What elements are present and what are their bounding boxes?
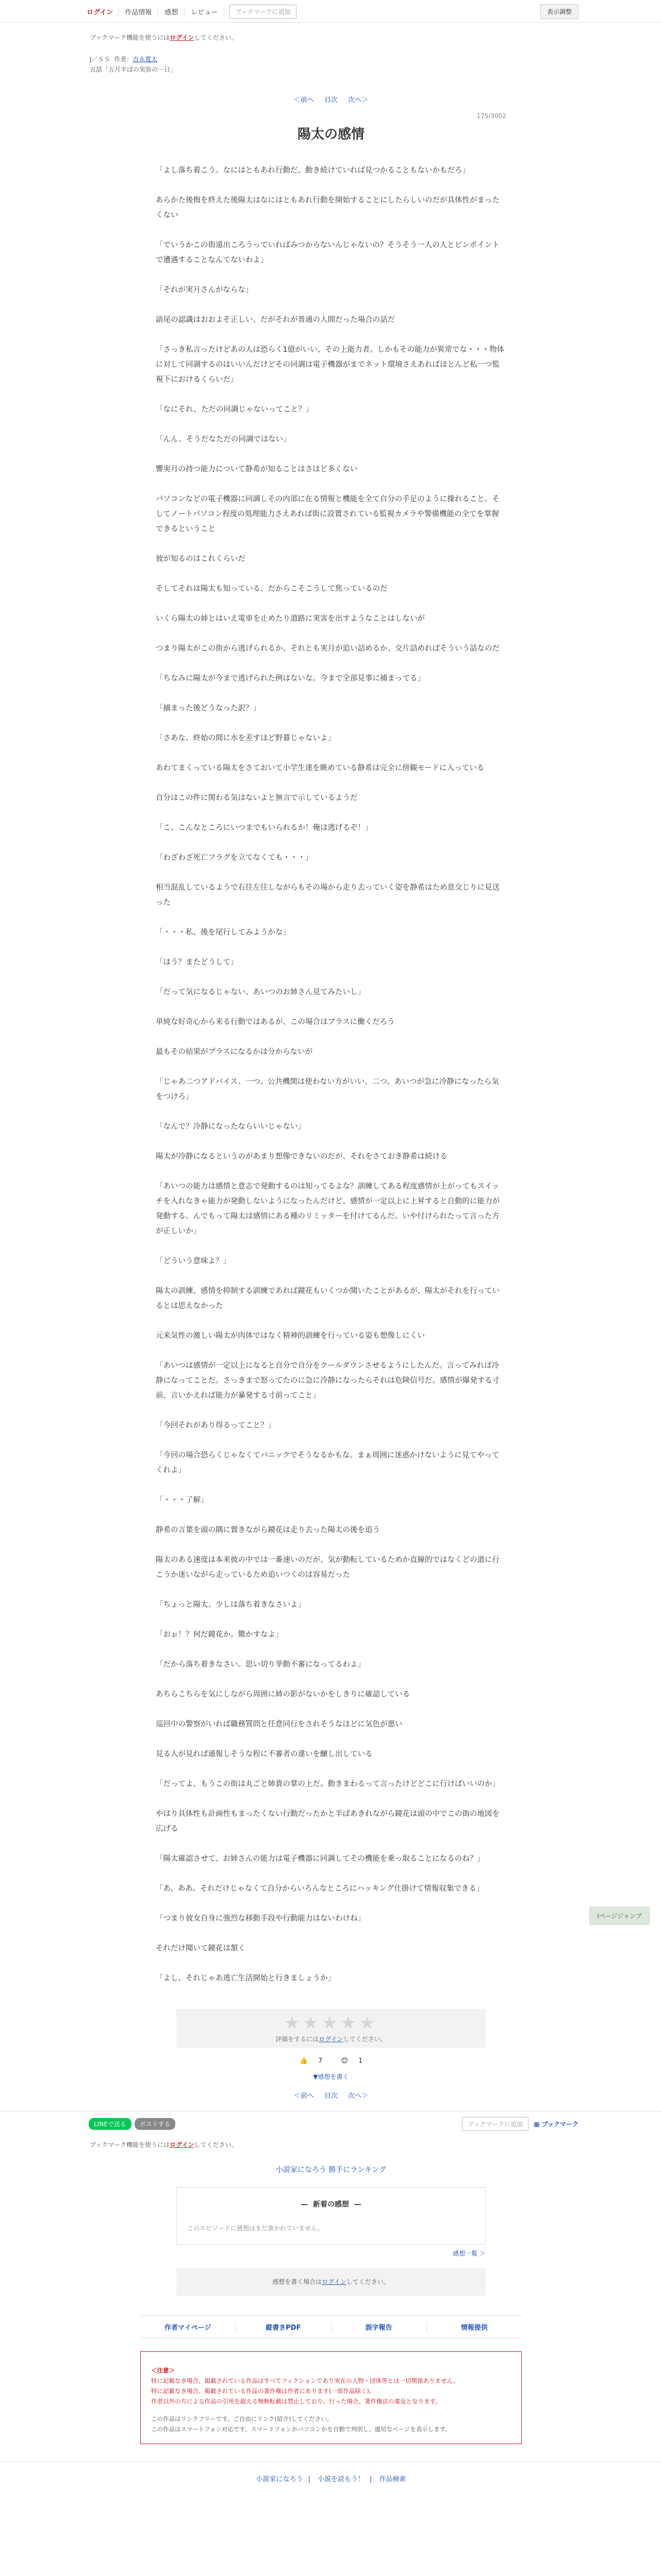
paragraph: 「ちょっと陽太、少しは落ち着きなさいよ」 xyxy=(156,1601,305,1609)
paragraph: いくら陽太の姉とはいえ電車を止めたり道路に実害を出すようなことはしないが xyxy=(156,615,425,623)
paragraph: 「あいつの能力は感情と意志で発動するのは知ってるよな？訓練してある程度感情が上がってもスイッチを入れなきゃ能力が発動しないようになったんだけど、感情が一定以上に上昇すると自動的に能力が発動する。んでもって陽太は感情にある種のリミッターを付けてるんだ。いや付けられたって言った方が正しいか」 xyxy=(156,1182,500,1235)
paragraph: 「今回それがあり得るってこと？」 xyxy=(156,1421,275,1430)
write-box-text-after: してください。 xyxy=(346,2278,390,2285)
bookmark-note-bottom xyxy=(84,2140,578,2149)
paragraph: 相当混乱しているようで右往左往しながらもその場から走り去っていく姿を静希はため息交じりに見送った xyxy=(156,884,500,907)
episode-content xyxy=(156,112,506,1986)
paragraph: あちらこちらを気にしながら周囲に姉の影がないかをしきりに確認している xyxy=(156,1690,410,1699)
episode-title: 陽太の感情 xyxy=(297,127,365,142)
notice-line: 特に記載なき場合、掲載されている作品の著作権は作者にあります(一部作品除く)。 xyxy=(151,2387,375,2395)
pager-bottom xyxy=(0,2090,662,2100)
bookmark-note-text-after: してください。 xyxy=(194,34,238,41)
paragraph: 「さあな、終始の間に水を差すほど野暮じゃないよ」 xyxy=(156,734,335,742)
latest-reviews-box xyxy=(176,2187,486,2245)
notice-label: ＜注意＞ xyxy=(151,2367,175,2374)
notice-line: この作品はスマートフォン対応です。スマートフォンかパソコンかを自動で判別し、適切なページを表示します。 xyxy=(151,2426,451,2433)
paragraph: 「だってよ、もうこの街は丸ごと姉貴の掌の上だ。動きまわるって言ったけどどこに行けばいいのか」 xyxy=(156,1780,500,1788)
toc-link-bottom[interactable]: 目次 xyxy=(324,2092,338,2100)
paragraph: 響実月の持つ能力について静希が知ることはさほど多くない xyxy=(156,465,358,473)
all-reviews-link[interactable]: 感想一覧 ＞ xyxy=(453,2250,486,2257)
paragraph: 静希の言葉を頭の隅に置きながら鏡花は走り去った陽太の後を追う xyxy=(156,1526,380,1534)
episode-body xyxy=(156,163,506,1986)
paragraph: 「あ、ああ。それだけじゃなくて自分からいろんなところにハッキング仕掛けて情報収集できる」 xyxy=(156,1885,484,1893)
nav-work-info[interactable]: 作品情報 xyxy=(119,7,158,16)
top-bar xyxy=(0,0,662,23)
page-number: 175/3002 xyxy=(476,112,506,120)
paragraph: 陽太のある速度は本来彼の中では一番速いのだが、気が動転しているためか直線的ではなくどの道に行こうか迷いながら走っているため追いつくのは容易だった xyxy=(156,1556,500,1579)
paragraph: 「それが実月さんがならな」 xyxy=(156,286,253,294)
paragraph: 彼が知るのはこれくらいだ xyxy=(156,555,245,563)
smile-icon: 😊 xyxy=(341,2057,348,2065)
paragraph: 「陽太確認させて、お姉さんの能力は電子機器に同調してその機能を乗っ取ることになるのね？」 xyxy=(156,1855,485,1863)
author-mypage-link[interactable]: 作者マイページ xyxy=(140,2322,236,2332)
paragraph: あわてまくっている陽太をさておいて小学生達を眺めている静希は完全に傍観モードに入っている xyxy=(156,764,485,772)
author-label: 作者： xyxy=(114,56,133,63)
bookmark-note-login-link[interactable]: ログイン xyxy=(170,34,194,41)
next-link[interactable]: 次へ＞ xyxy=(348,96,369,104)
paragraph: 「おぉ！？何だ鏡花か。驚かすなよ」 xyxy=(156,1631,283,1639)
search-link[interactable]: 作品検索 xyxy=(379,2476,406,2483)
author-link[interactable]: 吉永寛太 xyxy=(133,56,158,63)
post-share-button[interactable]: ポストする xyxy=(135,2118,176,2130)
latest-reviews-title-text: 新着の感想 xyxy=(313,2200,349,2209)
like-count: 7 xyxy=(318,2057,323,2065)
paragraph: 巡回中の警察がいれば職務質問と任意同行をされそうなほどに気色が悪い xyxy=(156,1720,403,1728)
rating-note xyxy=(176,2035,486,2043)
paragraph: 「だから落ち着きなさい。思い切り挙動不審になってるわよ」 xyxy=(156,1660,365,1669)
paragraph: 「わざわざ死亡フラグを立てなくても・・・」 xyxy=(156,854,313,862)
bookmark-note xyxy=(84,33,578,42)
paragraph: 自分はこの件に関わる気はないよと無言で示しているようだ xyxy=(156,794,358,802)
series-title[interactable]: J／ＳＳ xyxy=(90,56,110,63)
smile-reaction[interactable] xyxy=(337,2057,367,2065)
bookmark-note-bottom-text-after: してください。 xyxy=(194,2141,238,2148)
paragraph: 「・・・了解」 xyxy=(156,1496,208,1504)
pager-top xyxy=(0,94,662,104)
paragraph: 「あいつは感情が一定以上になると自分で自分をクールダウンさせるようにしたんだ。言ってみれば冷静になってことだ。さっきまで怒ってたのに急に冷静になったらそれは危険信号だ。感情が爆発する寸前、言いかえれば能力が暴発する寸前ってこと」 xyxy=(156,1362,500,1400)
yomou-link[interactable]: 小説を読もう！ xyxy=(317,2476,365,2483)
vertical-pdf-link[interactable]: 縦書きPDF xyxy=(236,2322,331,2332)
bookmark-add-button-bottom[interactable]: ブックマークに追加 xyxy=(462,2117,528,2131)
write-box-text: 感想を書く場合は xyxy=(272,2278,322,2285)
paragraph: 見る人が見れば通報しそうな程に不審者の違いを醸し出している xyxy=(156,1750,373,1758)
bottom-links: 小説家になろう | 小説を読もう！ | 作品検索 xyxy=(0,2462,662,2483)
latest-reviews-empty: このエピソードに感想はまだ書かれていません。 xyxy=(187,2225,324,2232)
smile-count: 1 xyxy=(358,2057,363,2065)
rating-note-text-after: してください。 xyxy=(343,2036,387,2043)
paragraph: パソコンなどの電子機器に同調しその内部に在る情報と機能を全て自分の手足のように操れること。そしてノートパソコン程度の処理能力さえあれば街に設置されている監視カメラや警備機能の全てを掌握できるということ xyxy=(156,495,500,533)
login-link[interactable]: ログイン xyxy=(84,7,119,16)
paragraph: 最もその結果がプラスになるかは分からないが xyxy=(156,1048,313,1056)
toc-link[interactable]: 目次 xyxy=(324,96,338,104)
paragraph: 「でいうかこの街遠出ころうっていればみつからないんじゃないの？そうそう一人の人とピンポイントで遭遇することなんてないわよ」 xyxy=(156,241,500,264)
bookmark-note-text: ブックマーク機能を使うには xyxy=(90,34,170,41)
paragraph: 「じゃあ二つアドバイス、一つ、公共機関は使わない方がいい、二つ、あいつが急に冷静になったら気をつけろ」 xyxy=(156,1078,499,1101)
next-link-bottom[interactable]: 次へ＞ xyxy=(348,2092,369,2100)
write-review-box xyxy=(176,2268,486,2296)
paragraph: やはり具体性も計画性もまったくない行動だったかと半ばあきれながら鏡花は頭の中でこの街の地図を広げる xyxy=(156,1810,500,1833)
notice-line: この作品はリンクフリーです。ご自由にリンク(紹介)してください。 xyxy=(151,2415,333,2422)
paragraph: 「さっき私言ったけどあの人は恐らく1億がいい、その上能力者。しかもその能力が異常でな・・・物体に対して同調するのはいいんだけどその同調は電子機器がまでネット環境さえあればほとんど私一つ監視下におけるくらいだ」 xyxy=(156,346,505,384)
footer-links xyxy=(140,2315,522,2338)
bookmark-add-button[interactable]: ブックマークに追加 xyxy=(229,5,296,19)
paragraph: 「なにそれ、ただの同調じゃないってこと？」 xyxy=(156,405,313,414)
prev-link[interactable]: ＜前へ xyxy=(293,96,314,104)
notice-line: 作者以外の方による作品の引用を超える無断転載は禁止しており、行った場合、著作権法の違反となります。 xyxy=(151,2398,441,2405)
info-provide-link[interactable]: 情報提供 xyxy=(460,2324,488,2332)
paragraph: 「んん、そうだなただの同調ではない」 xyxy=(156,435,291,444)
bookmark-note-bottom-login-link[interactable]: ログイン xyxy=(170,2141,194,2148)
chapter-title: 五話「五月半ばの実弥の一日」 xyxy=(90,66,177,73)
paragraph: 「ほう？またどうして」 xyxy=(156,958,238,967)
paragraph: つまり陽太がこの街から逃げられるか、それとも実月が追い詰めるか、交片詰めればそういう話なのだ xyxy=(156,645,500,653)
rating-box xyxy=(176,2009,486,2048)
paragraph: 「こ、こんなところにいつまでもいられるか！俺は逃げるぞ！」 xyxy=(156,824,373,832)
series-info xyxy=(84,54,578,75)
share-row xyxy=(0,2111,662,2135)
nav-review[interactable]: レビュー xyxy=(185,7,224,16)
paragraph: 「よし、それじゃあ逃亡生活開始と行きましょうか」 xyxy=(156,1974,335,1982)
bookmark-note-bottom-text: ブックマーク機能を使うには xyxy=(90,2141,170,2148)
nav-reviews[interactable]: 感想 xyxy=(158,7,185,16)
paragraph: 「つまり彼女自身に強烈な移動手段や行動能力はないわけね」 xyxy=(156,1914,365,1923)
rating-stars[interactable]: ★★★★★ xyxy=(284,2013,378,2033)
prev-link-bottom[interactable]: ＜前へ xyxy=(293,2092,314,2100)
paragraph: あらかた後悔を終えた後陽太はなにはともあれ行動を開始することにしたらしいのだが具体性がまったくない xyxy=(156,196,500,219)
ranking-link[interactable]: 小説家になろう 勝手にランキング xyxy=(275,2166,387,2174)
like-reaction[interactable] xyxy=(295,2057,327,2065)
paragraph: それだけ聞いて鏡花は頷く xyxy=(156,1944,245,1953)
bookmark-label: ブックマーク xyxy=(541,2120,578,2128)
paragraph: 語尾の認識はおおよそ正しい、だがそれが普通の人間だった場合の話だ xyxy=(156,316,395,324)
paragraph: 「どういう意味よ？」 xyxy=(156,1257,230,1265)
paragraph: 「なんで？冷静になったならいいじゃない」 xyxy=(156,1123,305,1131)
reactions xyxy=(0,2057,662,2065)
page-jump-button[interactable]: Iページジャンプ xyxy=(589,1907,650,1925)
paragraph: 「よし落ち着こう。なにはともあれ行動だ。動き続けていれば見つかることもないかもだろ」 xyxy=(156,166,470,175)
paragraph: 陽太が冷静になるというのがあまり想像できないのだが、それをさておき静希は続ける xyxy=(156,1153,448,1161)
syosetu-link[interactable]: 小説家になろう xyxy=(256,2476,303,2483)
paragraph: 「・・・私、後を尾行してみようかな」 xyxy=(156,928,290,937)
notice-box xyxy=(140,2351,522,2444)
line-share-button[interactable]: LINEで送る xyxy=(89,2118,131,2130)
typo-report-link[interactable]: 誤字報告 xyxy=(332,2322,427,2332)
write-review-link[interactable]: ▼感想を書く xyxy=(313,2073,349,2080)
rating-login-link[interactable]: ログイン xyxy=(319,2036,343,2043)
paragraph: 単純な好奇心から来る行動ではあるが、この場合はプラスに働くだろう xyxy=(156,1018,395,1026)
thumbs-up-icon: 👍 xyxy=(299,2057,308,2065)
paragraph: 「ちなみに陽太が今まで逃げられた例はないな。今まで全部見事に捕まってる」 xyxy=(156,674,425,683)
bookmark-link[interactable]: ▦ ブックマーク xyxy=(534,2120,578,2128)
paragraph: 陽太の訓練、感情を抑制する訓練であれば鏡花もいくつか聞いたことがあるが、陽太がそれを行っているとは思えなかった xyxy=(156,1287,500,1310)
write-box-login-link[interactable]: ログイン xyxy=(322,2278,346,2285)
paragraph: 「だって気になるじゃない、あいつのお姉さん見てみたいし」 xyxy=(156,988,365,996)
paragraph: 「今回の場合恐らくじゃなくてパニックでそうなるかもな。まぁ周囲に迷惑かけないように見てやってくれよ」 xyxy=(156,1451,500,1475)
paragraph: 「捕まった後どうなった訳？」 xyxy=(156,704,260,713)
paragraph: そしてそれは陽太も知っている、だからこそこうして焦っているのだ xyxy=(156,585,388,593)
notice-line: 特に記載なき場合、掲載されている作品はすべてフィクションであり実在の人物・団体等とは一切関係ありません。 xyxy=(151,2377,459,2384)
latest-reviews-title: — 新着の感想 — xyxy=(301,2200,361,2209)
reader-settings-button[interactable]: 表示調整 xyxy=(540,4,578,19)
paragraph: 元来気性の激しい陽太が肉体ではなく精神的訓練を行っている姿も想像しにくい xyxy=(156,1332,425,1340)
rating-note-text: 評価をするには xyxy=(275,2036,319,2043)
